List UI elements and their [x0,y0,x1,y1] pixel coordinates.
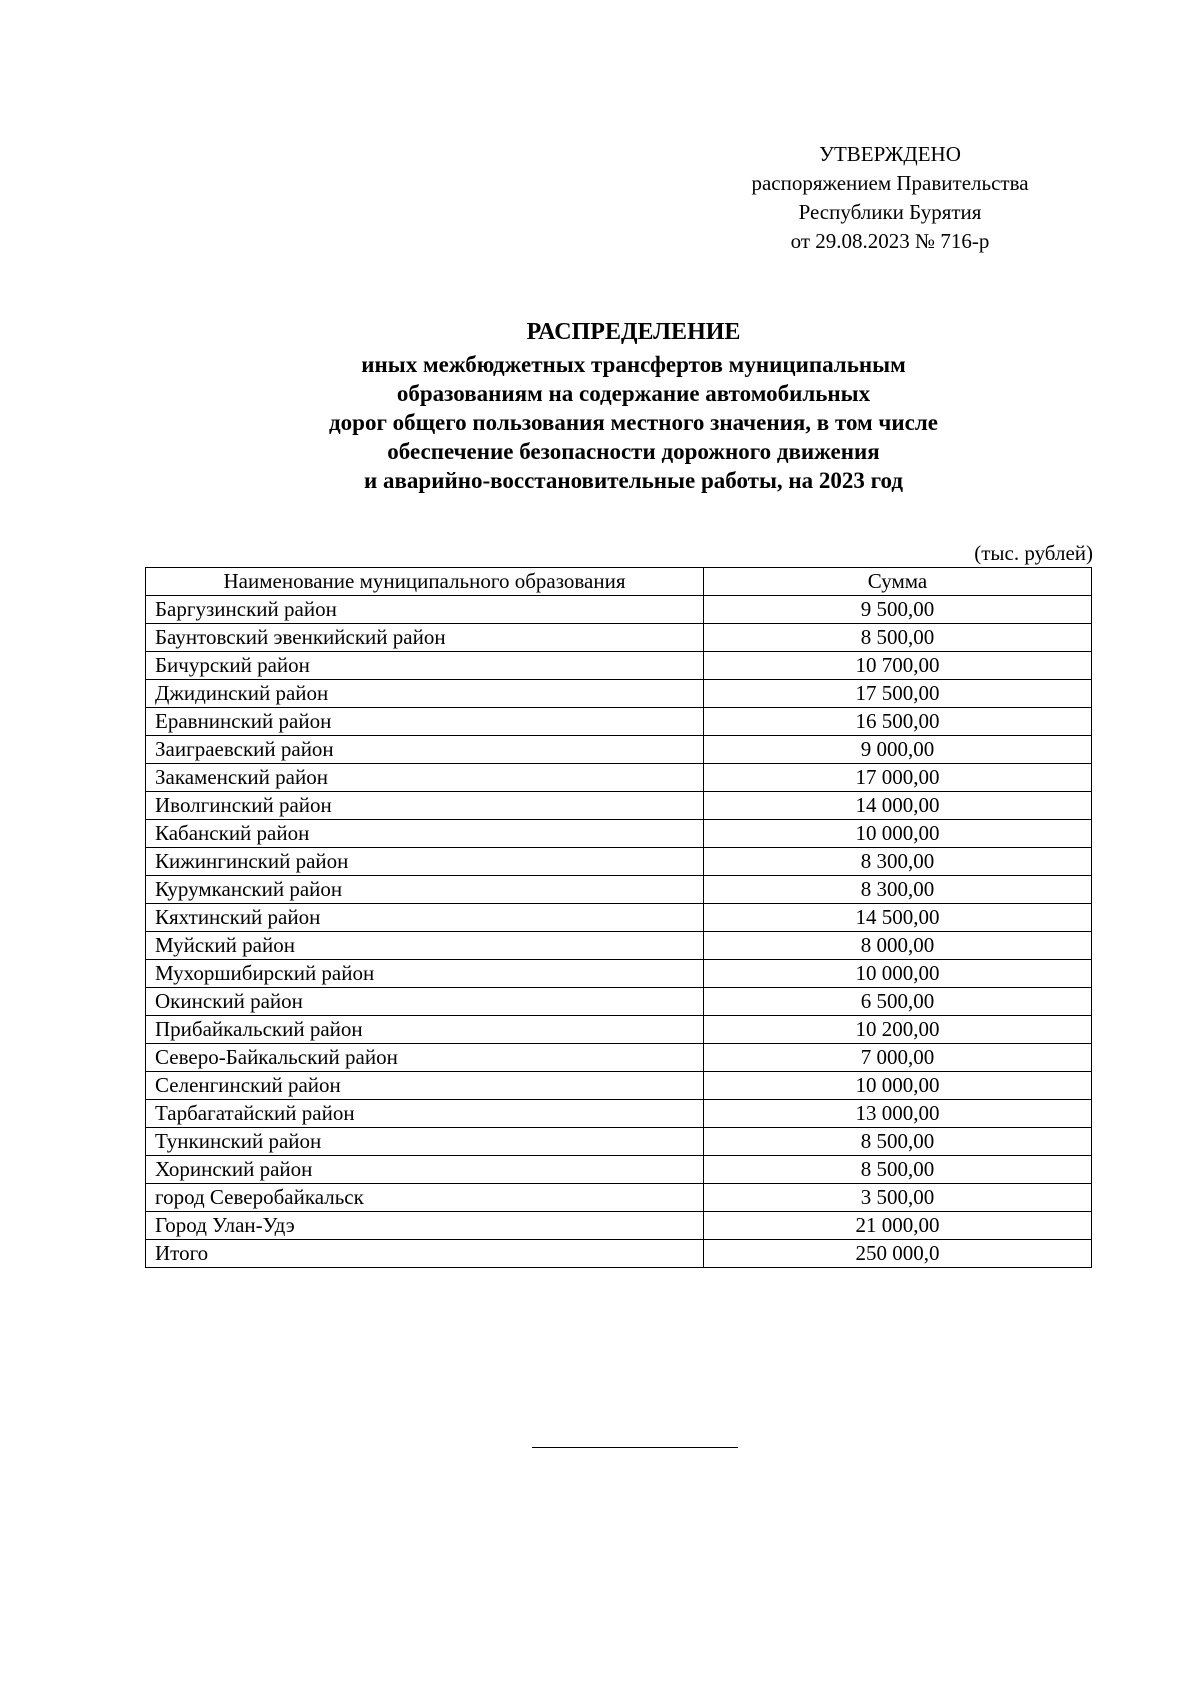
municipality-sum: 8 300,00 [704,848,1092,876]
municipality-name: Тарбагатайский район [146,1100,704,1128]
municipality-sum: 6 500,00 [704,988,1092,1016]
municipality-sum: 14 500,00 [704,904,1092,932]
municipality-name: Кабанский район [146,820,704,848]
municipality-name: Баргузинский район [146,596,704,624]
title-line: обеспечение безопасности дорожного движения [387,439,880,464]
document-title [0,318,1200,495]
approval-authority: распоряжением Правительства [751,171,1029,195]
title-line: иных межбюджетных трансфертов муниципальным [361,352,906,377]
table-row [146,876,1092,904]
table-row [146,596,1092,624]
municipality-name: Джидинский район [146,680,704,708]
header-sum: Сумма [704,568,1092,596]
approval-heading: УТВЕРЖДЕНО [819,142,961,166]
municipality-name: Еравнинский район [146,708,704,736]
municipality-name: Тункинский район [146,1128,704,1156]
approval-date-number: от 29.08.2023 № 716-р [790,229,990,253]
table-header-row [146,568,1092,596]
municipality-name: Бичурский район [146,652,704,680]
title-main: РАСПРЕДЕЛЕНИЕ [526,319,741,345]
municipality-name: Селенгинский район [146,1072,704,1100]
municipality-sum: 14 000,00 [704,792,1092,820]
municipality-name: Баунтовский эвенкийский район [146,624,704,652]
municipality-sum: 10 000,00 [704,820,1092,848]
table-row [146,680,1092,708]
municipality-sum: 21 000,00 [704,1212,1092,1240]
title-line: дорог общего пользования местного значения, в том числе [329,410,938,435]
municipality-name: Город Улан-Удэ [146,1212,704,1240]
municipality-name: Заиграевский район [146,736,704,764]
bottom-separator-line [532,1447,738,1448]
municipality-sum: 10 700,00 [704,652,1092,680]
municipality-sum: 10 200,00 [704,1016,1092,1044]
municipality-sum: 3 500,00 [704,1184,1092,1212]
municipality-name: Курумканский район [146,876,704,904]
municipality-sum: 7 000,00 [704,1044,1092,1072]
table-body [146,596,1092,1268]
municipality-sum: 9 000,00 [704,736,1092,764]
municipality-name: Мухоршибирский район [146,960,704,988]
municipality-sum: 17 000,00 [704,764,1092,792]
municipality-sum: 10 000,00 [704,1072,1092,1100]
table-row [146,1212,1092,1240]
municipality-sum: 10 000,00 [704,960,1092,988]
approval-republic: Республики Бурятия [798,200,982,224]
table-row [146,1016,1092,1044]
title-line: и аварийно-восстановительные работы, на 2023 год [363,468,904,493]
total-row [146,1240,1092,1268]
table-row [146,708,1092,736]
table-row [146,904,1092,932]
distribution-table [145,567,1092,1268]
table-row [146,1184,1092,1212]
total-sum: 250 000,0 [704,1240,1092,1268]
table-row [146,1128,1092,1156]
municipality-sum: 16 500,00 [704,708,1092,736]
approval-stamp [690,140,1090,256]
table-row [146,988,1092,1016]
table-row [146,1156,1092,1184]
municipality-name: Кяхтинский район [146,904,704,932]
municipality-name: Иволгинский район [146,792,704,820]
municipality-name: Хоринский район [146,1156,704,1184]
title-line: образованиям на содержание автомобильных [396,381,871,406]
municipality-sum: 13 000,00 [704,1100,1092,1128]
table-row [146,848,1092,876]
table-row [146,1044,1092,1072]
municipality-name: Кижингинский район [146,848,704,876]
municipality-name: Окинский район [146,988,704,1016]
municipality-name: Муйский район [146,932,704,960]
total-label: Итого [146,1240,704,1268]
municipality-sum: 8 300,00 [704,876,1092,904]
municipality-name: Северо-Байкальский район [146,1044,704,1072]
municipality-name: Прибайкальский район [146,1016,704,1044]
table-row [146,820,1092,848]
municipality-sum: 9 500,00 [704,596,1092,624]
municipality-name: Закаменский район [146,764,704,792]
table-row [146,1100,1092,1128]
table-row [146,736,1092,764]
municipality-sum: 8 500,00 [704,1156,1092,1184]
table-row [146,1072,1092,1100]
municipality-sum: 17 500,00 [704,680,1092,708]
table-row [146,624,1092,652]
municipality-sum: 8 500,00 [704,1128,1092,1156]
table-row [146,652,1092,680]
header-name: Наименование муниципального образования [146,568,704,596]
municipality-sum: 8 500,00 [704,624,1092,652]
table-row [146,960,1092,988]
municipality-sum: 8 000,00 [704,932,1092,960]
municipality-name: город Северобайкальск [146,1184,704,1212]
units-note: (тыс. рублей) [974,541,1093,565]
table-row [146,932,1092,960]
table-row [146,764,1092,792]
table-row [146,792,1092,820]
